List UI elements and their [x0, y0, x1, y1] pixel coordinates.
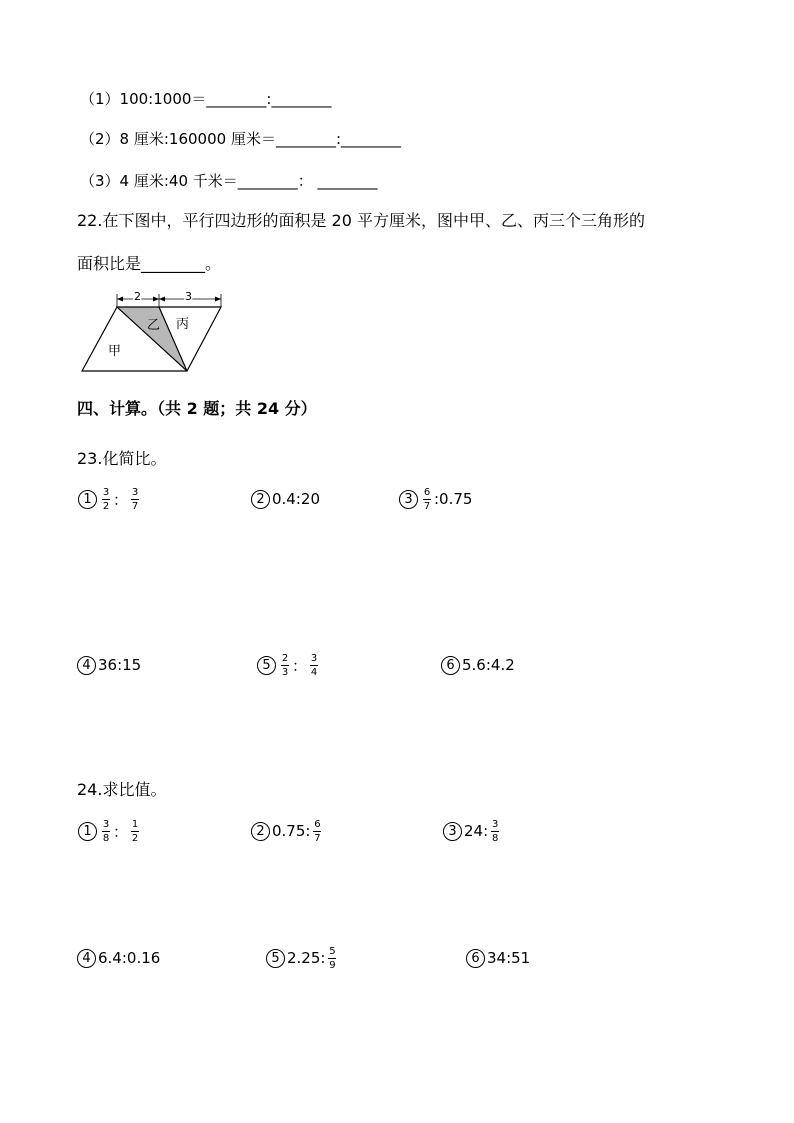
circled-number: 5: [266, 949, 285, 968]
arrowhead: [159, 297, 165, 302]
fraction: $\frac{3}{4}$: [310, 652, 318, 678]
circled-number: 2: [251, 822, 270, 841]
fraction: $\frac{3}{8}$: [491, 818, 499, 844]
fraction: $\frac{3}{8}$: [102, 818, 110, 844]
circled-number: 4: [77, 656, 96, 675]
circled-number: 4: [77, 949, 96, 968]
fill-item-3: （3）4 厘米:40 千米＝________： ________: [80, 172, 378, 190]
fraction: $\frac{3}{2}$: [102, 486, 110, 512]
q24-item-2: 2 0.75: $\frac{6}{7}$: [251, 816, 324, 846]
fraction: $\frac{6}{7}$: [423, 486, 431, 512]
fraction: $\frac{6}{7}$: [314, 818, 321, 844]
circled-number: 3: [399, 490, 418, 509]
circled-number: 6: [441, 656, 460, 675]
fill-item-2: （2）8 厘米:160000 厘米＝________:________: [80, 130, 401, 148]
circled-number: 3: [443, 822, 462, 841]
fraction: $\frac{1}{2}$: [131, 818, 139, 844]
arrowhead: [153, 297, 159, 302]
q24-title: 24.求比值。: [77, 780, 167, 799]
arrowhead: [117, 297, 123, 302]
q22-line1: 22.在下图中，平行四边形的面积是 20 平方厘米，图中甲、乙、丙三个三角形的: [77, 211, 645, 230]
dim-label-right: 3: [185, 290, 192, 303]
q23-item-5: 5 $\frac{2}{3}$ ： $\frac{3}{4}$: [257, 650, 321, 680]
q23-item-4: 4 36:15: [77, 650, 141, 680]
q24-item-3: 3 24: $\frac{3}{8}$: [443, 816, 502, 846]
q23-item-3: 3 $\frac{6}{7}$ :0.75: [399, 484, 472, 514]
q23-title: 23.化简比。: [77, 449, 167, 468]
label-bing: 丙: [176, 317, 190, 332]
q23-item-2: 2 0.4:20: [251, 484, 320, 514]
dim-label-left: 2: [134, 290, 141, 303]
section-title: 四、计算。（共 2 题；共 24 分）: [77, 399, 317, 418]
fraction: $\frac{2}{3}$: [281, 652, 289, 678]
circled-number: 1: [78, 822, 97, 841]
q23-item-6: 6 5.6:4.2: [441, 650, 515, 680]
circled-number: 6: [466, 949, 485, 968]
q24-item-6: 6 34:51: [466, 943, 530, 973]
q22-line2: 面积比是________。: [77, 254, 222, 273]
arrowhead: [215, 297, 221, 302]
label-yi: 乙: [147, 318, 161, 333]
label-jia: 甲: [108, 344, 122, 359]
q24-item-4: 4 6.4:0.16: [77, 943, 160, 973]
parallelogram-figure: [75, 288, 255, 378]
circled-number: 5: [257, 656, 276, 675]
q24-item-1: 1 $\frac{3}{8}$ ： $\frac{1}{2}$: [78, 816, 142, 846]
q24-item-5: 5 2.25: $\frac{5}{9}$: [266, 943, 339, 973]
circled-number: 2: [251, 490, 270, 509]
q23-item-1: 1 $\frac{3}{2}$ ： $\frac{3}{7}$: [78, 484, 142, 514]
circled-number: 1: [78, 490, 97, 509]
fraction: $\frac{3}{7}$: [131, 486, 139, 512]
fill-item-1: （1）100:1000＝________:________: [80, 90, 332, 108]
fraction: $\frac{5}{9}$: [329, 945, 336, 971]
